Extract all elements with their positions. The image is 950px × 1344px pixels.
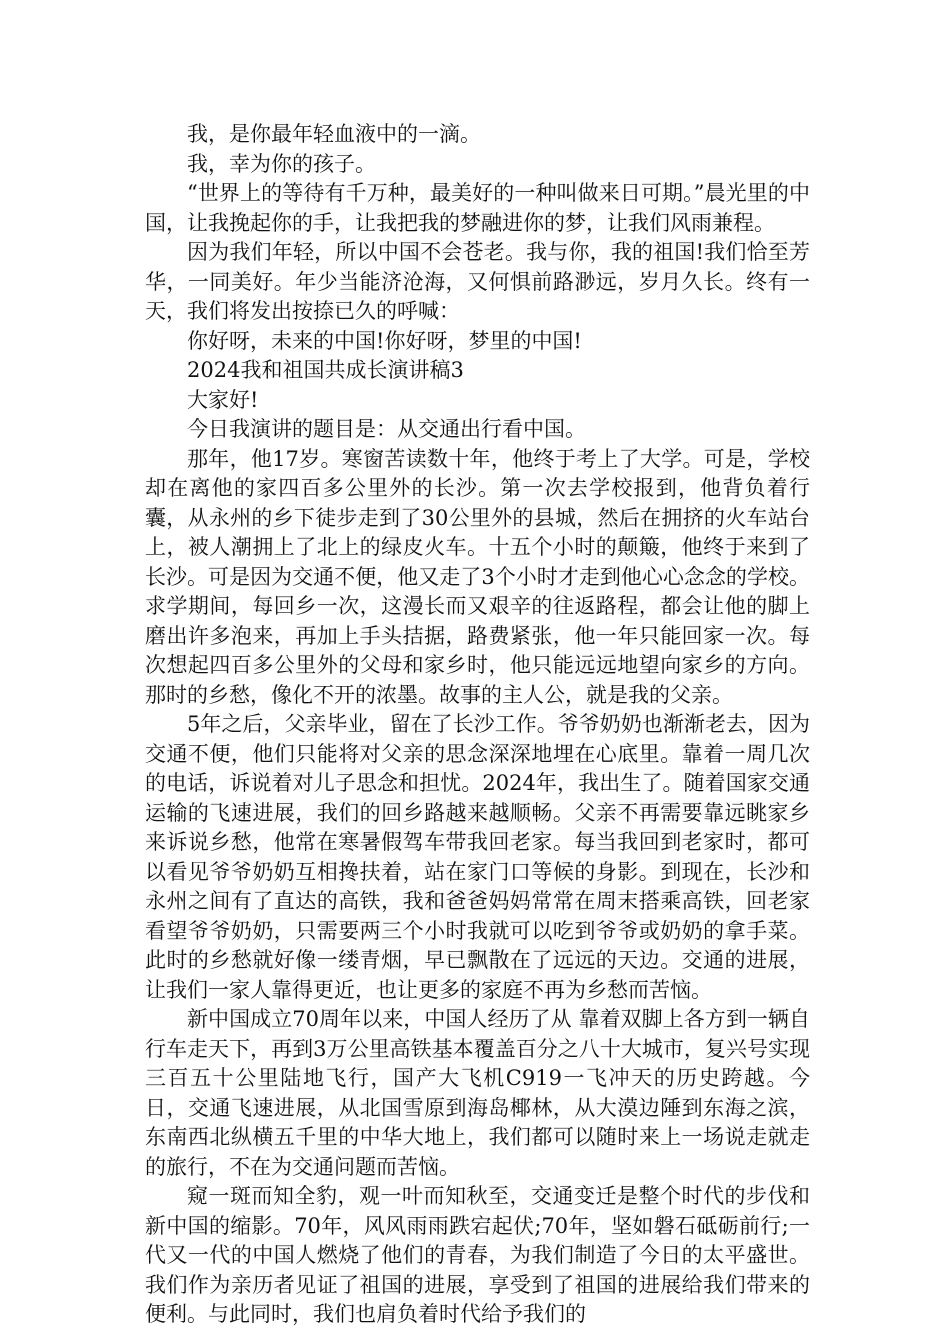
paragraph-new-china: 新中国成立70周年以来，中国人经历了从 靠着双脚上各方到一辆自行车走天下，再到3万公里高铁基本覆盖百分之八十大城市，复兴号实现三百五十公里陆地飞行，国产大飞机C919一飞冲天的历史跨越。今日，交通飞速进展，从北国雪原到海岛椰林，从大漠边陲到东海之滨，东南西北纵横五千里的中华大地上，我们都可以随时来上一场说走就走的旅行，不在为交通问题而苦恼。 (145, 1007, 810, 1179)
greeting: 大家好! (187, 387, 259, 412)
paragraph-father-story: 那年，他17岁。寒窗苦读数十年，他终于考上了大学。可是，学校却在离他的家四百多公里外的长沙。第一次去学校报到，他背负着行囊，从永州的乡下徒步走到了30公里外的县城，然后在拥挤的火车站台上，被人潮拥上了北上的绿皮火车。十五个小时的颠簸，他终于来到了长沙。可是因为交通不便，他又走了3个小时才走到他心心念念的学校。求学期间，每回乡一次，这漫长而又艰辛的往返路程，都会让他的脚上磨出许多泡来，再加上手头拮据，路费紧张，他一年只能回家一次。每次想起四百多公里外的父母和家乡时，他只能远远地望向家乡的方向。那时的乡愁，像化不开的浓墨。故事的主人公，就是我的父亲。 (145, 446, 810, 707)
paragraph-2: 我，幸为你的孩子。 (187, 151, 376, 176)
paragraph-topic: 今日我演讲的题目是：从交通出行看中国。 (187, 417, 586, 441)
paragraph-5: 你好呀，未来的中国!你好呀，梦里的中国! (187, 328, 582, 353)
paragraph-3: “世界上的等待有千万种，最美好的一种叫做来日可期。”晨光里的中国，让我挽起你的手，让我把我的梦融进你的梦，让我们风雨兼程。 (145, 181, 810, 235)
paragraph-conclusion: 窥一斑而知全豹，观一叶而知秋至，交通变迁是整个时代的步伐和新中国的缩影。70年，风风雨雨跌宕起伏;70年，坚如磐石砥砺前行;一代又一代的中国人燃烧了他们的青春，为我们制造了今日的太平盛世。我们作为亲历者见证了祖国的进展，享受到了祖国的进展给我们带来的便利。与此同时，我们也肩负着时代给予我们的 (145, 1184, 810, 1326)
paragraph-five-years: 5年之后，父亲毕业，留在了长沙工作。爷爷奶奶也渐渐老去，因为交通不便，他们只能将对父亲的思念深深地埋在心底里。靠着一周几次的电话，诉说着对儿子思念和担忧。2024年，我出生了。随着国家交通运输的飞速进展，我们的回乡路越来越顺畅。父亲不再需要靠远眺家乡来诉说乡愁，他常在寒暑假驾车带我回老家。每当我回到老家时，都可以看见爷爷奶奶互相搀扶着，站在家门口等候的身影。到现在，长沙和永州之间有了直达的高铁，我和爸爸妈妈常常在周末搭乘高铁，回老家看望爷爷奶奶，只需要两三个小时我就可以吃到爷爷或奶奶的拿手菜。此时的乡愁就好像一缕青烟，早已飘散在了远远的天边。交通的进展，让我们一家人靠得更近，也让更多的家庭不再为乡愁而苦恼。 (145, 712, 810, 1002)
document-body (145, 120, 810, 1330)
paragraph-4: 因为我们年轻，所以中国不会苍老。我与你，我的祖国!我们恰至芳华，一同美好。年少当能济沧海，又何惧前路渺远，岁月久长。终有一天，我们将发出按捺已久的呼喊： (145, 240, 810, 323)
speech-title: 2024我和祖国共成长演讲稿3 (187, 358, 464, 382)
paragraph-1: 我，是你最年轻血液中的一滴。 (187, 122, 481, 146)
